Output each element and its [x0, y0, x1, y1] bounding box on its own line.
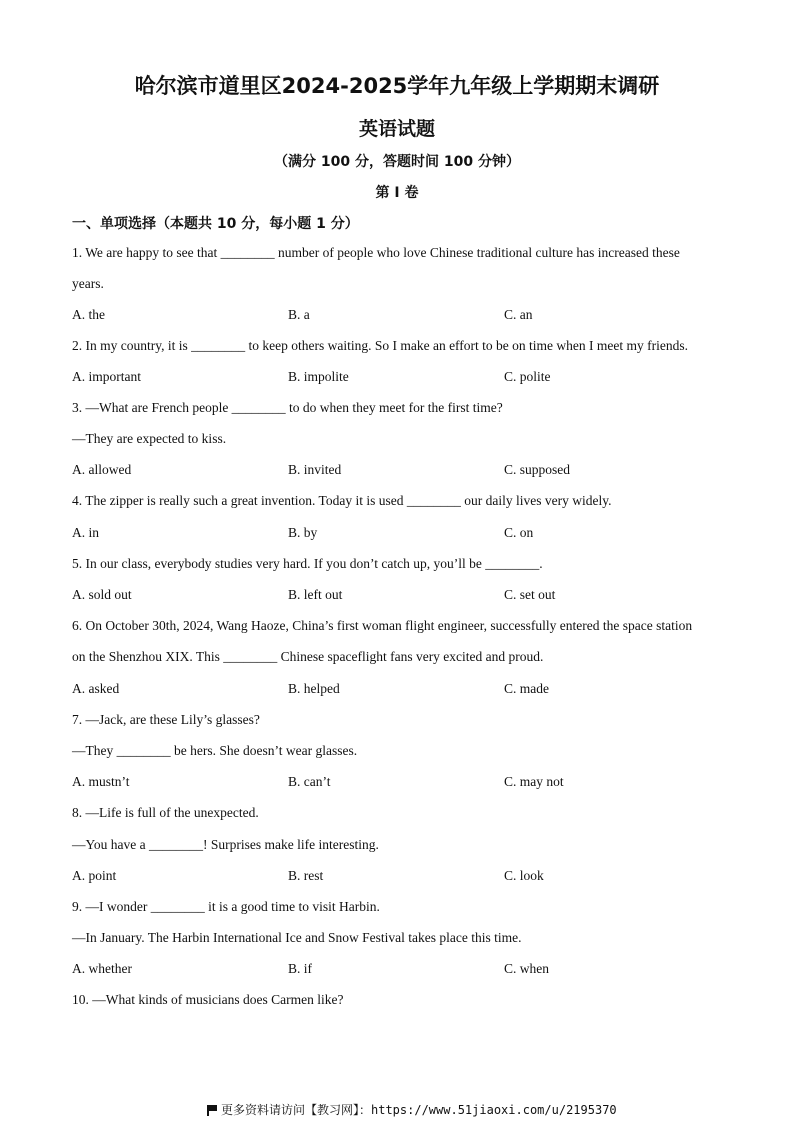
question-5-line-1: 5. In our class, everybody studies very hard. If you don’t catch up, you’ll be ________. — [72, 556, 543, 571]
question-8-line-2: —You have a ________! Surprises make life interesting. — [72, 837, 379, 852]
question-7-option-c: C. may not — [504, 774, 564, 789]
question-3-option-c: C. supposed — [504, 462, 571, 477]
volume-label: 第 I 卷 — [375, 185, 419, 201]
question-10-line-1: 10. —What kinds of musicians does Carmen like? — [72, 992, 344, 1007]
question-6-line-2: on the Shenzhou XIX. This ________ Chinese spaceflight fans very excited and proud. — [72, 649, 544, 664]
question-2-line-1: 2. In my country, it is ________ to keep others waiting. So I make an effort to be on time when I meet my friends. — [72, 338, 688, 353]
question-2-option-b: B. impolite — [288, 369, 349, 384]
question-4-option-c: C. on — [504, 525, 534, 540]
question-5-option-a: A. sold out — [72, 587, 132, 602]
question-3-option-b: B. invited — [288, 462, 342, 477]
question-8-option-b: B. rest — [288, 868, 324, 883]
question-5-option-b: B. left out — [288, 587, 343, 602]
question-8-line-1: 8. —Life is full of the unexpected. — [72, 805, 259, 820]
question-6-option-c: C. made — [504, 681, 549, 696]
question-9-option-b: B. if — [288, 961, 313, 976]
question-4-line-1: 4. The zipper is really such a great invention. Today it is used ________ our daily lives very widely. — [72, 493, 612, 508]
question-1-line-2: years. — [72, 276, 104, 291]
question-7-line-1: 7. —Jack, are these Lily’s glasses? — [72, 712, 260, 727]
question-9-option-c: C. when — [504, 961, 549, 976]
question-1-option-a: A. the — [72, 307, 105, 322]
question-6-option-b: B. helped — [288, 681, 340, 696]
question-1-option-c: C. an — [504, 307, 533, 322]
subject-title: 英语试题 — [358, 118, 435, 140]
question-1-option-b: B. a — [288, 307, 310, 322]
question-6-line-1: 6. On October 30th, 2024, Wang Haoze, China’s first woman flight engineer, successfully entered the space station — [72, 618, 693, 633]
question-9-line-1: 9. —I wonder ________ it is a good time to visit Harbin. — [72, 899, 380, 914]
question-6-option-a: A. asked — [72, 681, 120, 696]
question-3-line-1: 3. —What are French people ________ to do when they meet for the first time? — [72, 400, 503, 415]
question-5-option-c: C. set out — [504, 587, 556, 602]
footer-link[interactable] — [207, 1101, 617, 1118]
question-4-option-a: A. in — [72, 525, 99, 540]
question-8-option-c: C. look — [504, 868, 544, 883]
question-2-option-c: C. polite — [504, 369, 551, 384]
question-8-option-a: A. point — [72, 868, 117, 883]
score-time-note: （满分 100 分，答题时间 100 分钟） — [274, 154, 520, 170]
question-7-line-2: —They ________ be hers. She doesn’t wear glasses. — [72, 743, 358, 758]
footer-text: 更多资料请访问【教习网】：https://www.51jiaoxi.com/u/2195370 — [221, 1103, 617, 1117]
question-9-line-2: —In January. The Harbin International Ice and Snow Festival takes place this time. — [72, 930, 522, 945]
question-7-option-b: B. can’t — [288, 774, 331, 789]
flag-icon — [207, 1105, 217, 1115]
question-4-option-b: B. by — [288, 525, 318, 540]
section-heading: 一、单项选择（本题共 10 分，每小题 1 分） — [72, 216, 359, 232]
exam-title: 哈尔滨市道里区2024-2025学年九年级上学期期末调研 — [134, 74, 660, 98]
question-9-option-a: A. whether — [72, 961, 132, 976]
question-2-option-a: A. important — [72, 369, 141, 384]
question-7-option-a: A. mustn’t — [72, 774, 130, 789]
question-3-option-a: A. allowed — [72, 462, 132, 477]
question-1-line-1: 1. We are happy to see that ________ number of people who love Chinese traditional culture has increased these — [72, 245, 680, 260]
question-3-line-2: —They are expected to kiss. — [72, 431, 227, 446]
